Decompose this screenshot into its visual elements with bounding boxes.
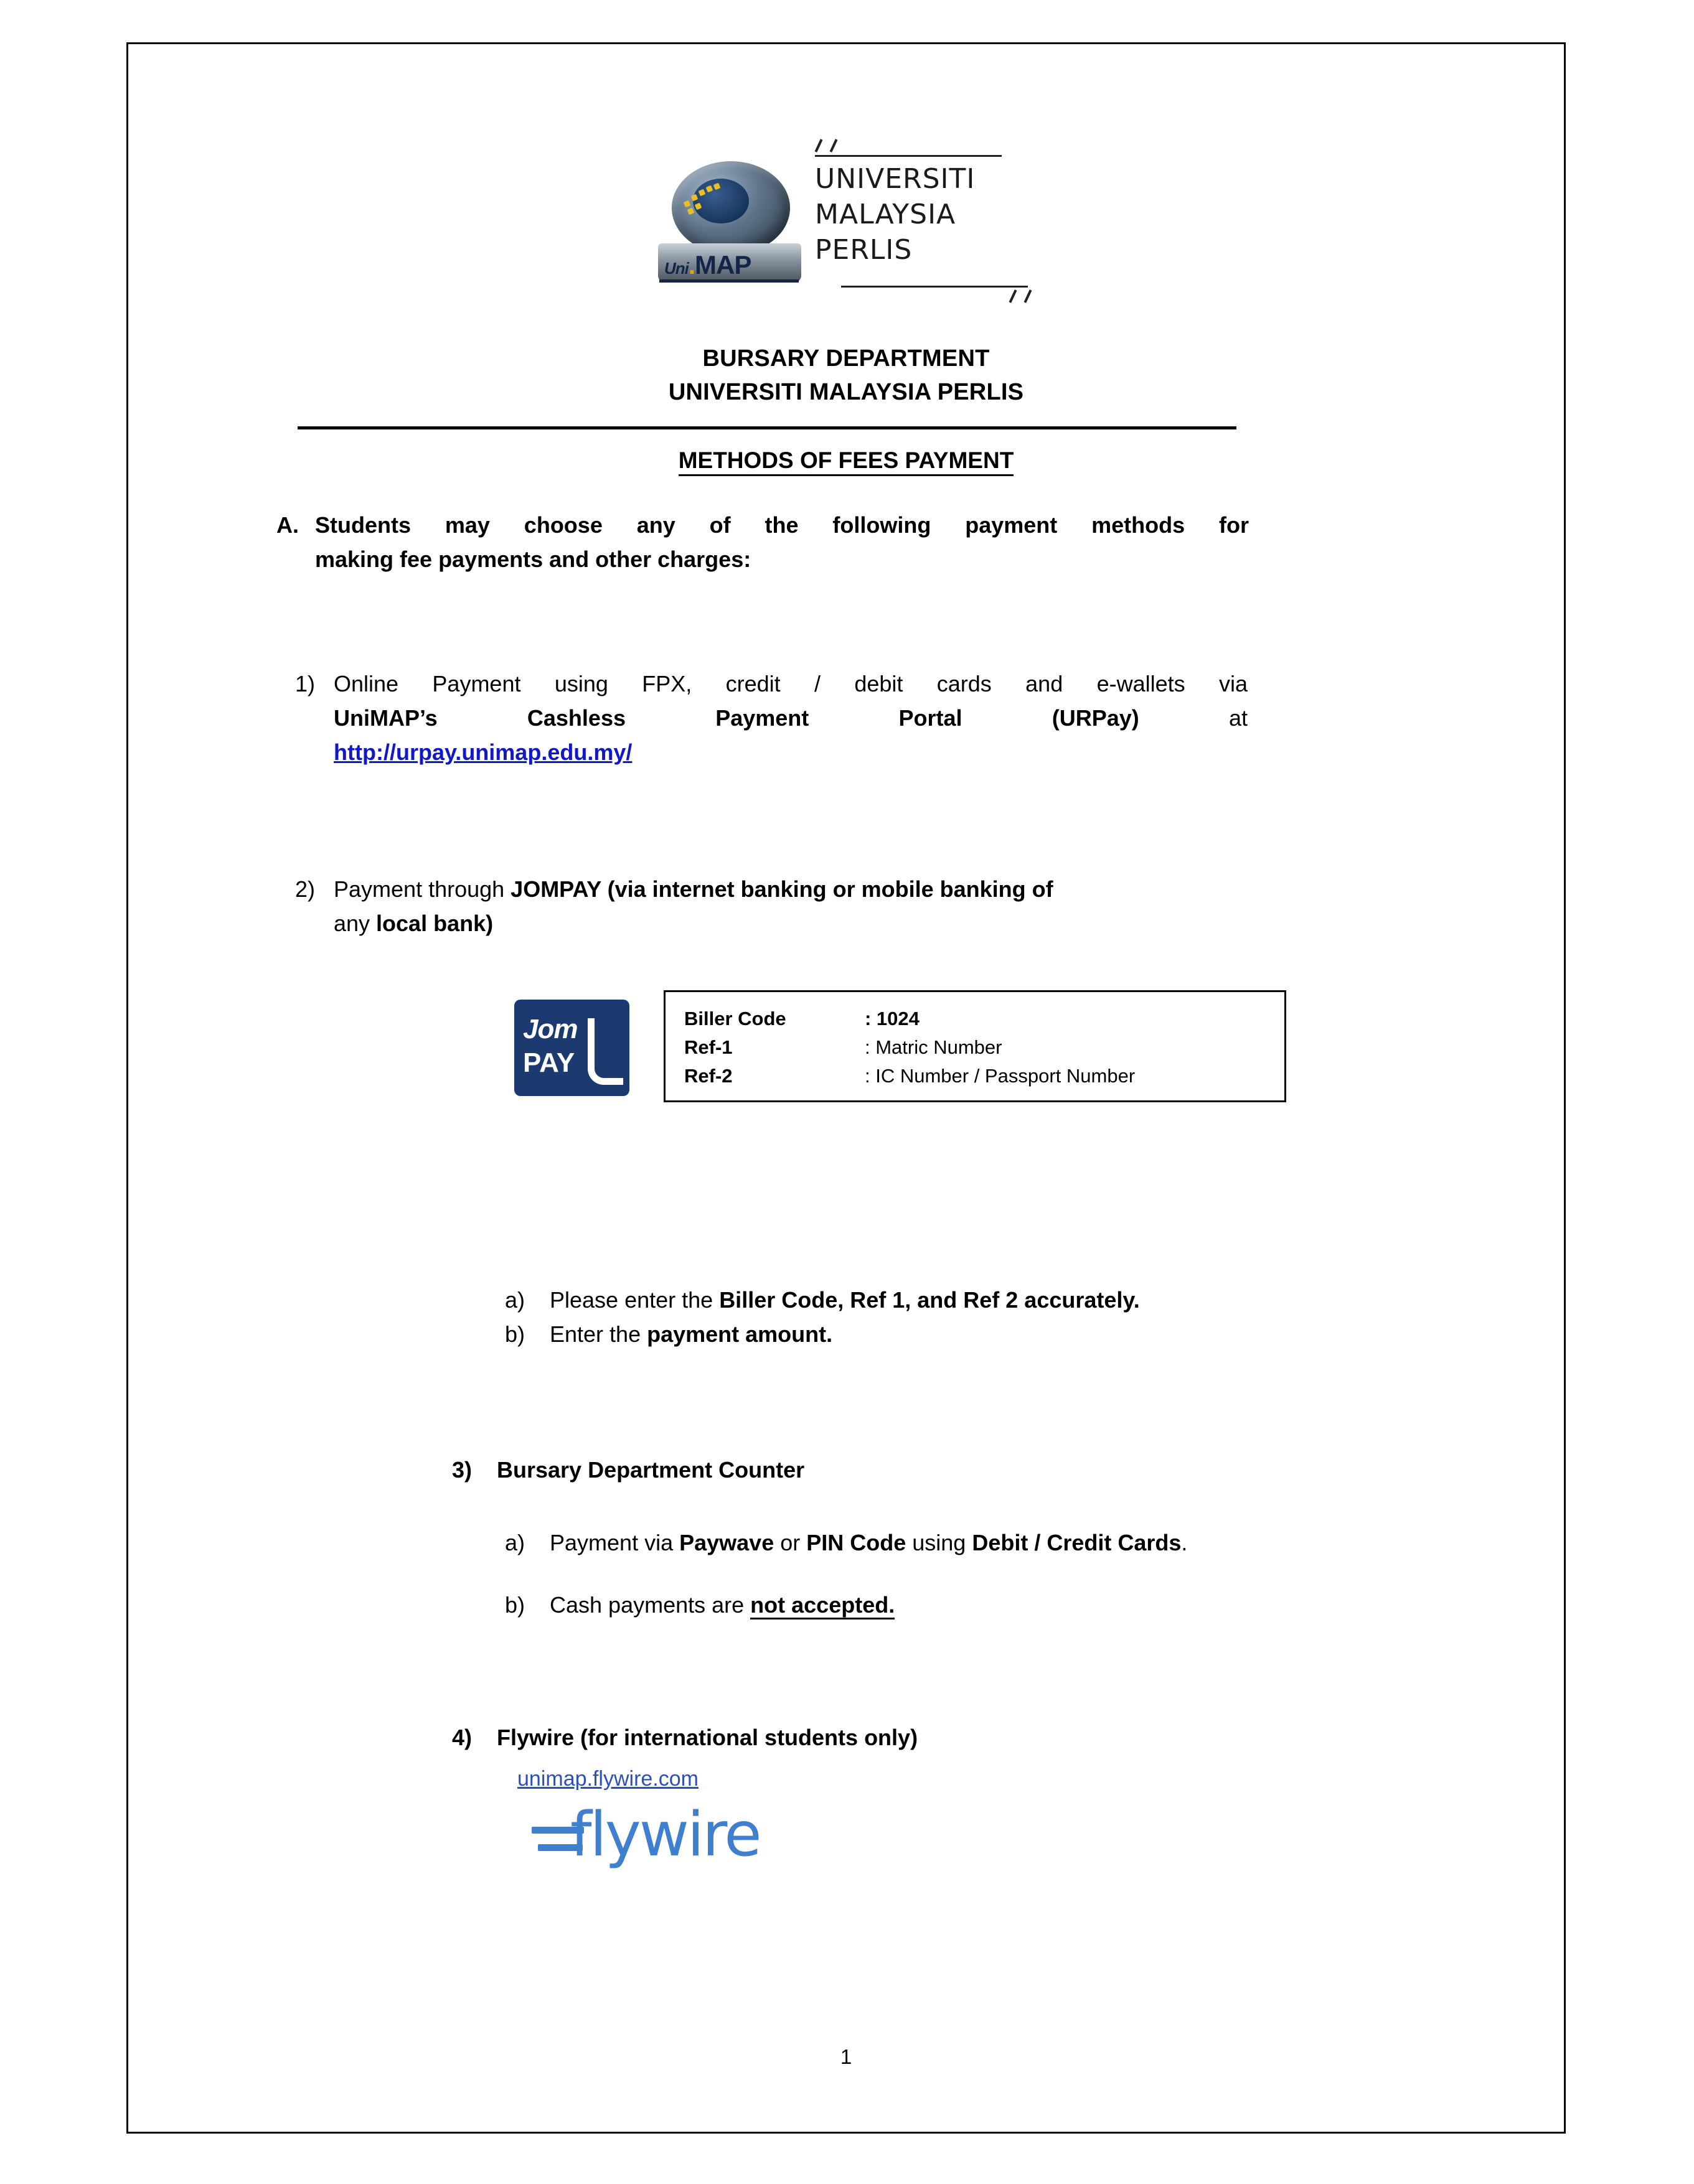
department-name: BURSARY DEPARTMENT xyxy=(702,345,990,372)
m3a-plain-1: Payment via xyxy=(550,1530,680,1555)
m3a-bold-2: PIN Code xyxy=(806,1530,906,1555)
page-content xyxy=(128,44,1564,2132)
payment-method-2-sub-b-letter: b) xyxy=(505,1321,525,1347)
jompay-key-ref-2: Ref-2 xyxy=(684,1065,733,1087)
logo-tick-1 xyxy=(815,139,823,152)
flywire-logo-text: flywire xyxy=(570,1799,760,1870)
m3b-plain-1: Cash payments are xyxy=(550,1592,751,1618)
logo-tick-3 xyxy=(1009,289,1017,303)
m3a-plain-4: . xyxy=(1181,1530,1188,1555)
sub-b-bold: payment amount. xyxy=(647,1321,833,1347)
payment-method-2-sub-a-text xyxy=(550,1283,1140,1317)
sub-a-bold: Biller Code, Ref 1, and Ref 2 accurately. xyxy=(719,1287,1140,1313)
payment-method-4-title: Flywire (for international students only) xyxy=(497,1725,918,1750)
payment-method-1-line-1: Online Payment using FPX, credit / debit cards and e-wallets via xyxy=(334,671,1248,696)
logo-tick-4 xyxy=(1024,289,1032,303)
payment-method-1-portal: UniMAP’s Cashless Payment Portal (URPay) xyxy=(334,705,1139,731)
jompay-value-ref-1: : Matric Number xyxy=(865,1036,1002,1058)
section-a-marker: A. xyxy=(276,512,299,538)
logo-rule-bottom xyxy=(841,286,1028,288)
document-title-text: METHODS OF FEES PAYMENT xyxy=(679,448,1014,476)
payment-method-3-number: 3) xyxy=(452,1457,473,1483)
payment-method-1-number: 1) xyxy=(295,671,316,696)
payment-method-2-line-2-plain: any xyxy=(334,911,377,936)
m3a-bold-1: Paywave xyxy=(679,1530,774,1555)
section-a-line-1: Students may choose any of the following payment methods for xyxy=(315,512,1249,538)
payment-method-2-sub-a-letter: a) xyxy=(505,1287,525,1313)
jompay-hook-icon xyxy=(588,1018,623,1085)
m3a-bold-3: Debit / Credit Cards xyxy=(972,1530,1182,1555)
logo-underline xyxy=(659,279,799,283)
payment-method-4-number: 4) xyxy=(452,1725,473,1750)
m3a-plain-2: or xyxy=(774,1530,807,1555)
payment-method-2-sub-b-text xyxy=(550,1317,832,1351)
document-title xyxy=(128,448,1564,474)
jompay-value-ref-2: : IC Number / Passport Number xyxy=(865,1065,1136,1087)
jompay-logo-top-text: Jom xyxy=(523,1014,578,1044)
payment-method-1-text xyxy=(334,667,1248,769)
urpay-link[interactable]: http://urpay.unimap.edu.my/ xyxy=(334,739,633,765)
page-number: 1 xyxy=(840,2045,852,2068)
payment-method-1-line-2 xyxy=(334,701,1248,735)
payment-method-2-text xyxy=(334,872,1254,940)
logo-dots-icon xyxy=(683,182,727,213)
header-divider xyxy=(298,426,1236,429)
flywire-logo-icon xyxy=(532,1799,793,1874)
payment-method-2-number: 2) xyxy=(295,876,316,902)
logo-tick-2 xyxy=(830,139,838,152)
m3a-plain-3: using xyxy=(906,1530,972,1555)
sub-b-plain: Enter the xyxy=(550,1321,647,1347)
logo-rule-top xyxy=(815,155,1002,157)
document-page xyxy=(126,42,1566,2134)
jompay-logo-bottom-text: PAY xyxy=(523,1047,575,1078)
payment-method-1-tail: at xyxy=(1228,705,1248,731)
logo-map-text: MAP xyxy=(695,250,751,279)
jompay-key-biller-code: Biller Code xyxy=(684,1008,786,1029)
payment-method-2-line-1-plain: Payment through xyxy=(334,876,511,902)
payment-method-3-sub-b-text xyxy=(550,1588,895,1622)
payment-method-3-sub-a-text xyxy=(550,1526,1187,1560)
m3b-bold-underline: not accepted. xyxy=(750,1592,895,1619)
sub-a-plain: Please enter the xyxy=(550,1287,720,1313)
logo-emblem xyxy=(654,156,810,306)
section-a-line-2: making fee payments and other charges: xyxy=(315,546,751,572)
logo-dot-icon: . xyxy=(688,252,695,279)
jompay-key-ref-1: Ref-1 xyxy=(684,1036,733,1058)
unimap-logo xyxy=(654,150,1040,330)
payment-method-3-sub-b-letter: b) xyxy=(505,1592,525,1618)
flywire-link[interactable]: unimap.flywire.com xyxy=(517,1767,699,1791)
logo-unimap-text xyxy=(664,251,795,279)
department-heading xyxy=(128,342,1564,409)
logo-uni-text: Uni xyxy=(664,259,689,278)
payment-method-3-sub-a-letter: a) xyxy=(505,1530,525,1555)
logo-wordmark xyxy=(815,161,1033,268)
jompay-details-block xyxy=(514,990,1286,1105)
university-name: UNIVERSITI MALAYSIA PERLIS xyxy=(668,379,1024,405)
logo-wordmark-line-1: UNIVERSITI xyxy=(815,163,976,195)
section-a xyxy=(276,508,1249,576)
payment-method-2-line-1-bold: JOMPAY (via internet banking or mobile banking of xyxy=(511,876,1053,902)
payment-method-2-line-2-bold: local bank) xyxy=(376,911,494,936)
jompay-logo-icon xyxy=(514,1000,629,1096)
jompay-value-biller-code: : 1024 xyxy=(865,1008,920,1029)
jompay-reference-table xyxy=(664,990,1286,1102)
logo-wordmark-line-2: MALAYSIA xyxy=(815,199,956,230)
logo-wordmark-line-3: PERLIS xyxy=(815,234,913,266)
payment-method-3-title: Bursary Department Counter xyxy=(497,1457,805,1483)
